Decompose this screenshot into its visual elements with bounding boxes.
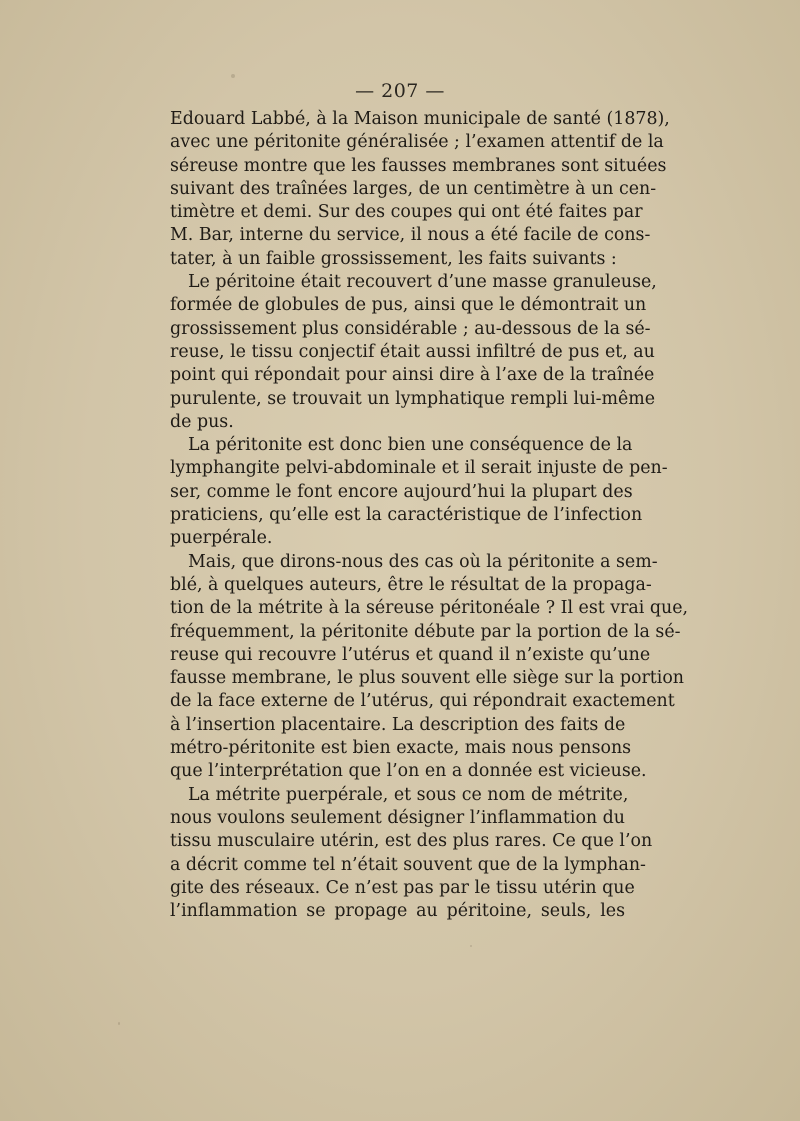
text-line: reuse qui recouvre l’utérus et quand il n’existe qu’une xyxy=(170,644,651,665)
text-line: fausse membrane, le plus souvent elle siège sur la portion xyxy=(170,668,684,689)
text-line: tater, à un faible grossissement, les faits suivants : xyxy=(170,248,617,269)
text-line: fréquemment, la péritonite débute par la portion de la sé- xyxy=(170,621,681,642)
text-line: l’inflammation se propage au péritoine, seuls, les xyxy=(170,901,625,922)
text-line: Le péritoine était recouvert d’une masse granuleuse, xyxy=(188,272,657,293)
paper-speck xyxy=(231,74,235,78)
text-line: tissu musculaire utérin, est des plus rares. Ce que l’on xyxy=(170,831,653,852)
text-line: lymphangite pelvi-abdominale et il serait injuste de pen- xyxy=(170,458,668,479)
text-line: purulente, se trouvait un lymphatique rempli lui-même xyxy=(170,388,656,409)
paper-speck xyxy=(470,945,472,947)
text-line: reuse, le tissu conjectif était aussi infiltré de pus et, au xyxy=(170,341,655,362)
text-line: La métrite puerpérale, et sous ce nom de métrite, xyxy=(188,784,629,805)
text-line: praticiens, qu’elle est la caractéristique de l’infection xyxy=(170,505,643,526)
text-line: gite des réseaux. Ce n’est pas par le tissu utérin que xyxy=(170,877,635,898)
text-line: suivant des traînées larges, de un centimètre à un cen- xyxy=(170,178,657,199)
text-line: Mais, que dirons-nous des cas où la péritonite a sem- xyxy=(188,551,658,572)
text-line: Edouard Labbé, à la Maison municipale de santé (1878), xyxy=(170,109,670,129)
text-line: séreuse montre que les fausses membranes sont situées xyxy=(170,155,667,176)
page-number: — 207 — xyxy=(355,80,445,102)
text-line: M. Bar, interne du service, il nous a été facile de cons- xyxy=(170,225,651,246)
text-line: puerpérale. xyxy=(170,528,273,549)
text-line: avec une péritonite généralisée ; l’examen attentif de la xyxy=(170,132,664,153)
text-line: grossissement plus considérable ; au-dessous de la sé- xyxy=(170,318,651,339)
text-line: blé, à quelques auteurs, être le résultat de la propaga- xyxy=(170,574,652,595)
text-line: que l’interprétation que l’on en a donnée est vicieuse. xyxy=(170,761,647,782)
text-line: à l’insertion placentaire. La description des faits de xyxy=(170,714,626,735)
text-line: formée de globules de pus, ainsi que le démontrait un xyxy=(170,295,647,316)
text-line: La péritonite est donc bien une conséquence de la xyxy=(188,435,633,456)
body-text xyxy=(170,108,689,923)
text-line: tion de la métrite à la séreuse péritonéale ? Il est vrai que, xyxy=(170,598,689,619)
text-line: ser, comme le font encore aujourd’hui la plupart des xyxy=(170,481,633,502)
text-line: métro-péritonite est bien exacte, mais nous pensons xyxy=(170,738,632,759)
text-line: de pus. xyxy=(170,411,234,432)
text-line: point qui répondait pour ainsi dire à l’axe de la traînée xyxy=(170,365,655,386)
paper-speck xyxy=(118,1022,120,1025)
text-line: de la face externe de l’utérus, qui répondrait exactement xyxy=(170,691,675,712)
text-line: nous voulons seulement désigner l’inflammation du xyxy=(170,807,625,828)
text-line: a décrit comme tel n’était souvent que de la lymphan- xyxy=(170,854,646,875)
text-line: timètre et demi. Sur des coupes qui ont été faites par xyxy=(170,202,643,223)
